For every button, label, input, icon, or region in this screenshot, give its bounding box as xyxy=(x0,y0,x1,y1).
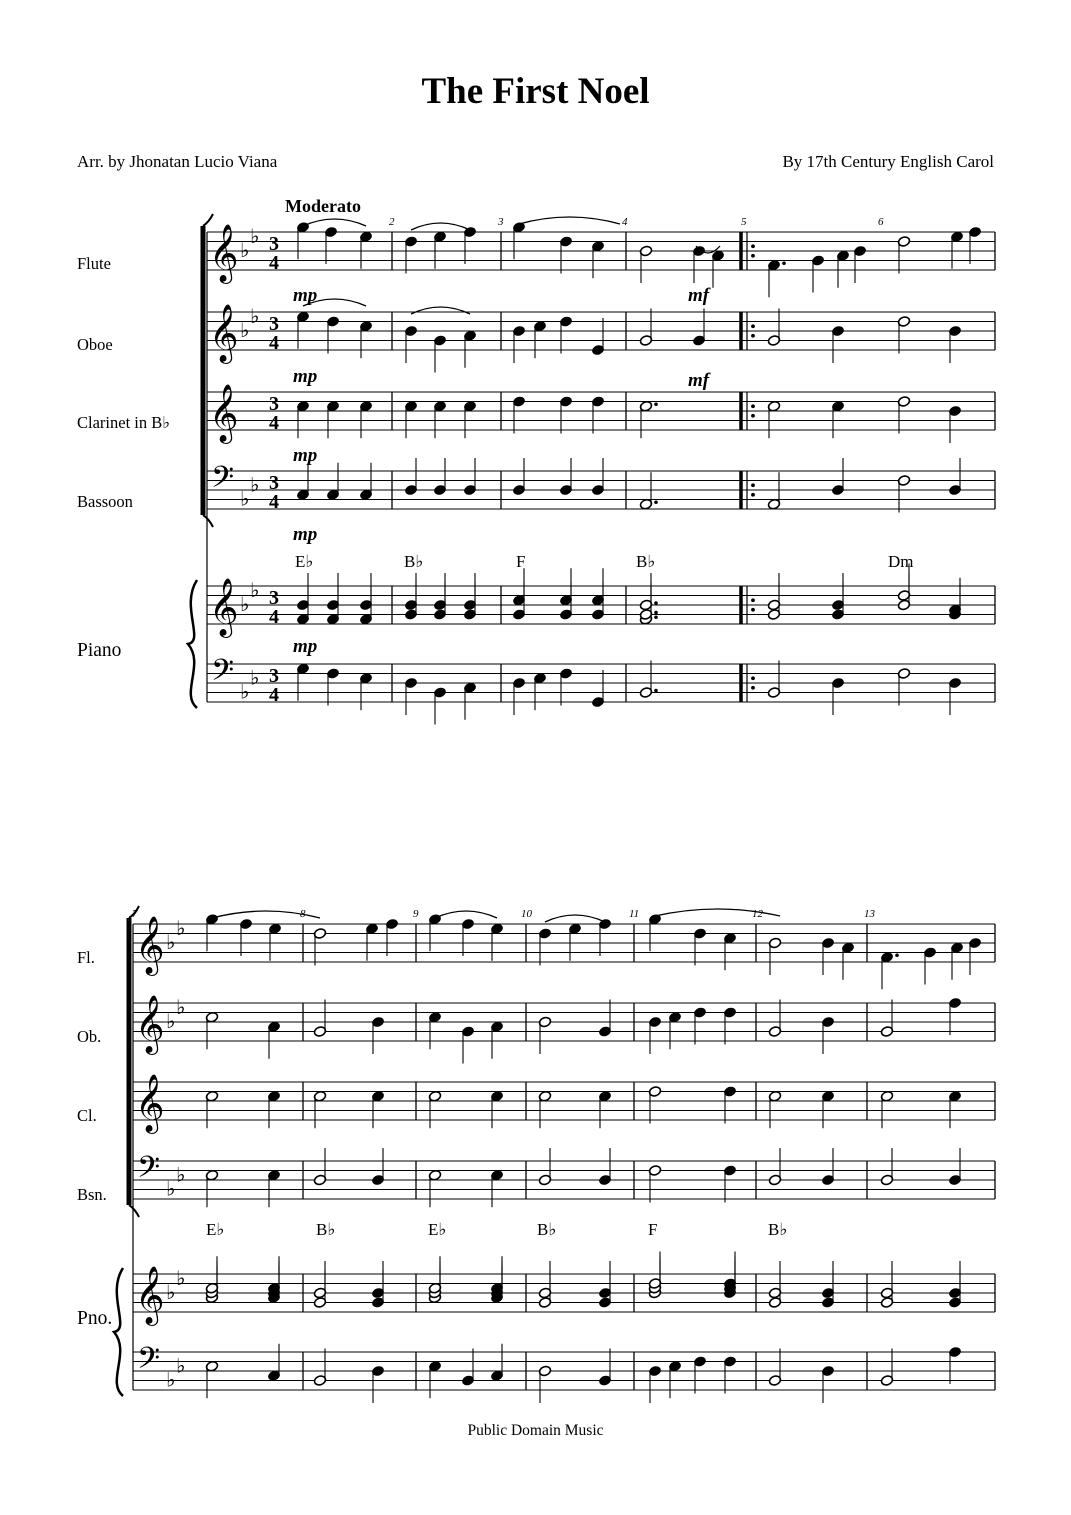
flat-sign: ♭ xyxy=(176,994,186,1019)
repeat-dot xyxy=(751,608,755,612)
chord-symbol: F xyxy=(648,1220,658,1239)
bass-clef-icon: 𝄢 xyxy=(211,653,235,695)
flat-sign: ♭ xyxy=(250,223,260,248)
instrument-label-bassoon: Bsn. xyxy=(77,1185,107,1204)
flat-sign: ♭ xyxy=(240,679,250,704)
chord-symbol: E♭ xyxy=(428,1220,447,1239)
treble-clef-icon: 𝄞 xyxy=(209,223,239,282)
treble-clef-icon: 𝄞 xyxy=(209,383,239,442)
dynamic-marking: mf xyxy=(688,285,710,306)
measure-number: 4 xyxy=(622,216,628,228)
time-signature: 4 xyxy=(269,606,279,629)
page-title: The First Noel xyxy=(421,71,650,112)
chord-symbol: B♭ xyxy=(636,552,656,571)
composer-credit: By 17th Century English Carol xyxy=(782,152,994,171)
augmentation-dot xyxy=(782,261,786,265)
slur xyxy=(411,307,470,314)
dynamic-marking: mf xyxy=(688,370,710,391)
time-signature: 3 xyxy=(269,313,279,336)
dynamic-marking: mp xyxy=(293,285,318,306)
flat-sign: ♭ xyxy=(166,1176,176,1201)
bracket xyxy=(203,515,213,527)
measure-number: 11 xyxy=(629,908,640,920)
measure-number: 7 xyxy=(132,908,138,920)
dynamic-marking: mp xyxy=(293,366,318,387)
measure-number: 5 xyxy=(741,216,747,228)
bracket xyxy=(129,1205,139,1217)
time-signature: 4 xyxy=(269,252,279,275)
flat-sign: ♭ xyxy=(166,1009,176,1033)
augmentation-dot xyxy=(654,611,658,615)
chord-symbol: B♭ xyxy=(768,1220,788,1239)
flat-sign: ♭ xyxy=(176,1265,186,1290)
chord-symbol: Dm xyxy=(888,552,914,571)
flat-sign: ♭ xyxy=(250,472,260,497)
bass-clef-icon: 𝄢 xyxy=(211,460,235,502)
time-signature: 3 xyxy=(269,393,279,416)
augmentation-dot xyxy=(654,615,658,619)
chord-symbol: B♭ xyxy=(537,1220,557,1239)
chord-symbol: B♭ xyxy=(316,1220,336,1239)
repeat-dot xyxy=(751,334,755,338)
time-signature: 3 xyxy=(269,587,279,610)
tempo-marking: Moderato xyxy=(285,196,361,216)
repeat-dot xyxy=(751,676,755,680)
treble-clef-icon: 𝄞 xyxy=(209,577,239,636)
flat-sign: ♭ xyxy=(166,1367,176,1392)
flat-sign: ♭ xyxy=(250,665,260,690)
chord-symbol: E♭ xyxy=(295,552,314,571)
repeat-dot xyxy=(751,414,755,418)
flat-sign: ♭ xyxy=(250,577,260,602)
slur xyxy=(303,219,366,226)
slur xyxy=(212,911,320,918)
instrument-label-oboe: Oboe xyxy=(77,335,113,354)
instrument-label-clarinet: Clarinet in B♭ xyxy=(77,413,171,432)
repeat-dot xyxy=(751,483,755,487)
dynamic-marking: mp xyxy=(293,445,318,466)
instrument-label-bassoon: Bassoon xyxy=(77,492,133,511)
flat-sign: ♭ xyxy=(176,1162,186,1187)
dynamic-marking: mp xyxy=(293,636,318,657)
slur xyxy=(519,217,620,224)
treble-clef-icon: 𝄞 xyxy=(135,1073,165,1132)
measure-number: 10 xyxy=(521,908,532,920)
flat-sign: ♭ xyxy=(240,592,250,616)
flat-sign: ♭ xyxy=(240,486,250,511)
repeat-dot xyxy=(751,686,755,690)
chord-symbol: B♭ xyxy=(404,552,424,571)
augmentation-dot xyxy=(895,953,899,957)
flat-sign: ♭ xyxy=(240,238,250,262)
flat-sign: ♭ xyxy=(250,303,260,328)
chord-symbol: F xyxy=(516,552,526,571)
slur xyxy=(303,299,366,306)
measure-number: 12 xyxy=(752,908,763,920)
piano-brace xyxy=(114,1268,123,1396)
flat-sign: ♭ xyxy=(176,1353,186,1378)
time-signature: 4 xyxy=(269,412,279,435)
flat-sign: ♭ xyxy=(166,1280,176,1304)
treble-clef-icon: 𝄞 xyxy=(135,994,165,1053)
instrument-label-oboe: Ob. xyxy=(77,1027,102,1046)
flat-sign: ♭ xyxy=(166,930,176,954)
measure-number: 9 xyxy=(413,908,419,920)
piano-brace xyxy=(188,580,197,708)
measure-number: 8 xyxy=(300,908,306,920)
flat-sign: ♭ xyxy=(240,318,250,342)
time-signature: 4 xyxy=(269,491,279,514)
slur xyxy=(545,915,605,922)
bass-clef-icon: 𝄢 xyxy=(137,1150,161,1192)
augmentation-dot xyxy=(654,500,658,504)
footer-note: Public Domain Music xyxy=(467,1422,604,1439)
measure-number: 2 xyxy=(389,216,395,228)
instrument-label-piano: Piano xyxy=(77,640,122,661)
instrument-label-clarinet: Cl. xyxy=(77,1106,97,1125)
repeat-dot xyxy=(751,244,755,248)
measure-number: 6 xyxy=(878,216,884,228)
repeat-dot xyxy=(751,324,755,328)
time-signature: 4 xyxy=(269,332,279,355)
measure-number: 13 xyxy=(864,908,875,920)
augmentation-dot xyxy=(654,689,658,693)
time-signature: 3 xyxy=(269,472,279,495)
treble-clef-icon: 𝄞 xyxy=(135,915,165,974)
repeat-dot xyxy=(751,598,755,602)
repeat-dot xyxy=(751,493,755,497)
instrument-label-flute: Flute xyxy=(77,254,111,273)
augmentation-dot xyxy=(654,402,658,406)
time-signature: 3 xyxy=(269,665,279,688)
repeat-dot xyxy=(751,404,755,408)
slur xyxy=(655,909,780,916)
dynamic-marking: mp xyxy=(293,524,318,545)
chord-symbol: E♭ xyxy=(206,1220,225,1239)
instrument-label-piano: Pno. xyxy=(77,1308,113,1329)
flat-sign: ♭ xyxy=(176,915,186,940)
arranger-credit: Arr. by Jhonatan Lucio Viana xyxy=(77,152,278,171)
instrument-label-flute: Fl. xyxy=(77,948,95,967)
time-signature: 3 xyxy=(269,233,279,256)
measure-number: 3 xyxy=(498,216,504,228)
bass-clef-icon: 𝄢 xyxy=(137,1341,161,1383)
time-signature: 4 xyxy=(269,684,279,707)
repeat-dot xyxy=(751,254,755,258)
slur xyxy=(411,223,470,230)
augmentation-dot xyxy=(654,601,658,605)
treble-clef-icon: 𝄞 xyxy=(135,1265,165,1324)
slur xyxy=(435,911,497,918)
treble-clef-icon: 𝄞 xyxy=(209,303,239,362)
